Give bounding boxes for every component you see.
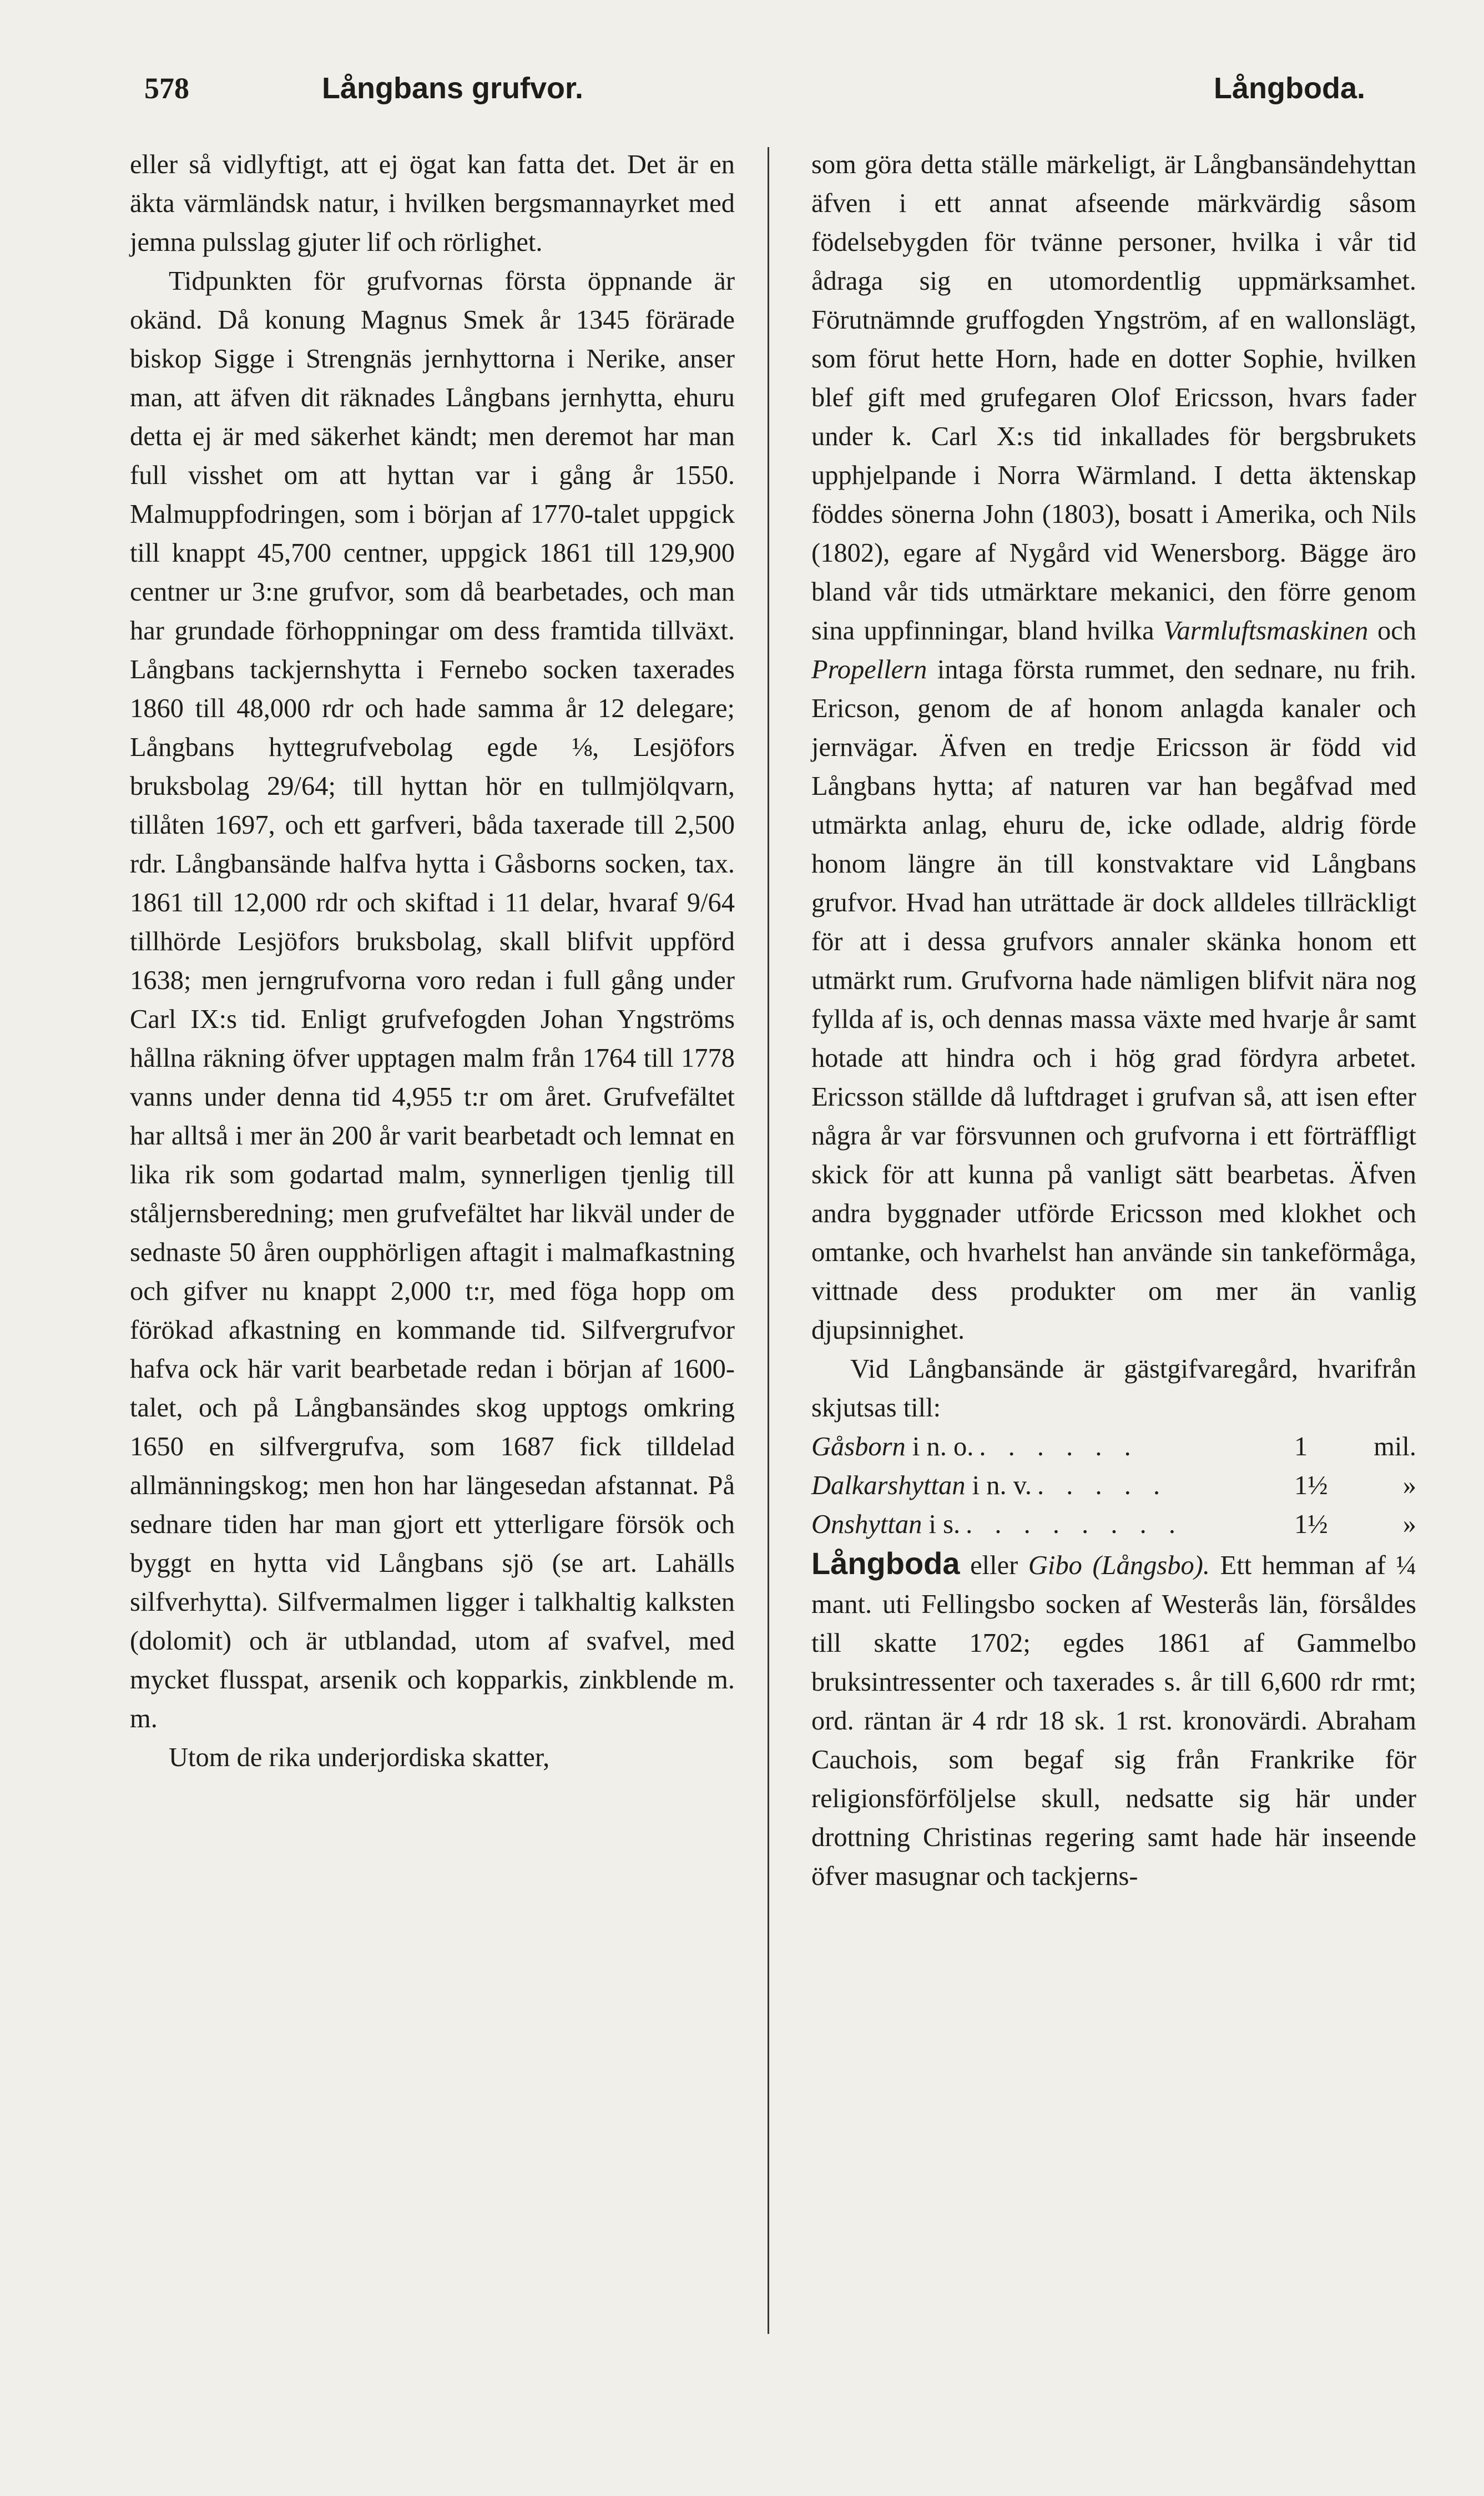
route-direction: i n. o. (912, 1432, 974, 1461)
right-column (811, 145, 1416, 1896)
route-distance: 1½ (1294, 1471, 1328, 1500)
left-paragraph-2: Tidpunkten för grufvornas första öppnande är okänd. Då konung Magnus Smek år 1345 förärade biskop Sigge i Strengnäs jernhyttorna i Nerike, anser man, att äfven dit räknades Långbans jernhytta, ehuru detta ej är med säkerhet kändt; men deremot har man full visshet om att hyttan var i gång år 1550. Malmuppfodringen, som i början af 1770-talet uppgick till knappt 45,700 centner, uppgick 1861 till 129,900 centner ur 3:ne grufvor, som då bearbetades, och man har grundade förhoppningar om dess framtida tillväxt. Långbans tackjernshytta i Fernebo socken taxerades 1860 till 48,000 rdr och hade samma år 12 delegare; Långbans hyttegrufvebolag egde ⅛, Lesjöfors bruksbolag 29/64; till hyttan hör en tullmjölqvarn, tillåten 1697, och ett garfveri, båda taxerade till 2,500 rdr. Långbansände halfva hytta i Gåsborns socken, tax. 1861 till 12,000 rdr och skiftad i 11 delar, hvaraf 9/64 tillhörde Lesjöfors bruksbolag, skall blifvit uppförd 1638; men jerngrufvorna voro redan i full gång under Carl IX:s tid. Enligt grufvefogden Johan Yngströms hållna räkning öfver upptagen malm från 1764 till 1778 vanns under denna tid 4,955 t:r om året. Grufvefältet har alltså i mer än 200 år varit bearbetadt och lemnat en lika rik som godartad malm, synnerligen tjenlig till ståljernsberedning; men grufvefältet har likväl under de sednaste 50 åren oupphörligen aftagit i malmafkastning och gifver nu knappt 2,000 t:r, med föga hopp om förökad afkastning en kommande tid. Silfvergrufvor hafva ock här varit bearbetade redan i början af 1600-talet, och på Långbansändes skog upptogs omkring 1650 en silfvergrufva, som 1687 fick tilldelad allmänningskog; men hon har längesedan afstannat. På sednare tiden har man gjort ett ytterligare försök och byggt en hytta vid Långbans sjö (se art. Lahälls silfverhytta). Silfvermalmen ligger i talkhaltig kalksten (dolomit) och är utblandad, utom af svafvel, med mycket flusspat, arsenik och kopparkis, zinkblende m. m. (130, 266, 735, 1733)
right-paragraph-2: Vid Långbansände är gästgifvaregård, hvarifrån skjutsas till: (811, 1354, 1416, 1423)
entry-langboda (811, 1544, 1416, 1896)
route-direction: i s. (928, 1510, 961, 1539)
route-row (811, 1466, 1416, 1505)
left-paragraph-3: Utom de rika underjordiska skatter, (169, 1743, 550, 1772)
route-row (811, 1505, 1416, 1544)
right-paragraph-1 (811, 145, 1416, 1350)
route-unit: » (1402, 1510, 1416, 1539)
entry-alt-name: Gibo (Långsbo). (1028, 1551, 1210, 1580)
route-row (811, 1428, 1416, 1466)
entry-or: eller (960, 1551, 1028, 1580)
entry-text: Ett hemman af ¼ mant. uti Fellingsbo socken af Westerås län, försåldes till skatte 1702; egdes 1861 af Gammelbo bruksintressenter och taxerades s. år till 6,600 rdr rmt; ord. räntan är 4 rdr 18 sk. 1 rst. kronovärdi. Abraham Cauchois, som begaf sig från Frankrike för religionsförföljelse skull, nedsatte sig här under drottning Christinas regering samt hade här inseende öfver masugnar och tackjerns- (811, 1551, 1416, 1891)
page-number: 578 (144, 72, 189, 105)
left-paragraph-1: eller så vidlyftigt, att ej ögat kan fatta det. Det är en äkta värmländsk natur, i hvilken bergsmannayrket med jemna pulsslag gjuter lif och rörlighet. (130, 150, 735, 257)
route-dots: . . . . . (1037, 1471, 1168, 1500)
header-right-title: Långboda. (1214, 72, 1365, 105)
route-place: Onshyttan (811, 1510, 922, 1539)
route-unit: mil. (1374, 1432, 1416, 1461)
italic-term-propellern: Propellern (811, 655, 927, 684)
route-direction: i n. v. (972, 1471, 1032, 1500)
column-divider (768, 147, 769, 2334)
route-unit: » (1402, 1471, 1416, 1500)
route-place: Gåsborn (811, 1432, 906, 1461)
route-dots: . . . . . . (979, 1432, 1139, 1461)
route-distance: 1 (1294, 1432, 1308, 1461)
route-distance: 1½ (1294, 1510, 1328, 1539)
right-paragraph-1-mid: och (1368, 616, 1417, 646)
running-header (144, 71, 1387, 115)
route-dots: . . . . . . . . (966, 1510, 1183, 1539)
right-paragraph-1-end: intaga första rummet, den sednare, nu frih. Ericson, genom de af honom anlagda kanaler och jernvägar. Äfven en tredje Ericsson är född vid Långbans hytta; af naturen var han begåfvad med utmärkta anlag, ehuru de, icke odlade, aldrig förde honom längre än till konstvaktare vid Långbans grufvor. Hvad han uträttade är dock alldeles tillräckligt för att i dessa grufvors annaler skänka honom ett utmärkt rum. Grufvorna hade nämligen blifvit nära nog fyllda af is, och dennas massa växte med hvarje år samt hotade att hindra och i hög grad fördyra arbetet. Ericsson ställde då luftdraget i grufvan så, att isen efter några år var försvunnen och grufvorna i ett förträffligt skick för att kunna på vanligt sätt bearbetas. Äfven andra byggnader utförde Ericsson med klokhet och omtanke, och hvarhelst han använde sin tankeförmåga, vittnade dess produkter om mer än vanlig djupsinnighet. (811, 655, 1416, 1345)
header-left-title: Långbans grufvor. (322, 72, 584, 105)
left-column (130, 145, 735, 1777)
italic-term-varmluftsmaskinen: Varmluftsmaskinen (1163, 616, 1369, 646)
right-paragraph-1-text: som göra detta ställe märkeligt, är Långbansändehyttan äfven i ett annat afseende märkvärdig såsom födelsebygden för tvänne personer, hvilka i vår tid ådraga sig en utomordentlig uppmärksamhet. Förutnämnde gruffogden Yngström, af en wallonslägt, som förut hette Horn, hade en dotter Sophie, hvilken blef gift med grufegaren Olof Ericsson, hvars fader under k. Carl X:s tid inkallades för bergsbrukets upphjelpande i Norra Wärmland. I detta äktenskap föddes sönerna John (1803), bosatt i Amerika, och Nils (1802), egare af Nygård vid Wenersborg. Bägge äro bland vår tids utmärktare mekanici, den förre genom sina uppfinningar, bland hvilka (811, 150, 1416, 646)
entry-title: Långboda (811, 1546, 960, 1581)
route-place: Dalkarshyttan (811, 1471, 966, 1500)
